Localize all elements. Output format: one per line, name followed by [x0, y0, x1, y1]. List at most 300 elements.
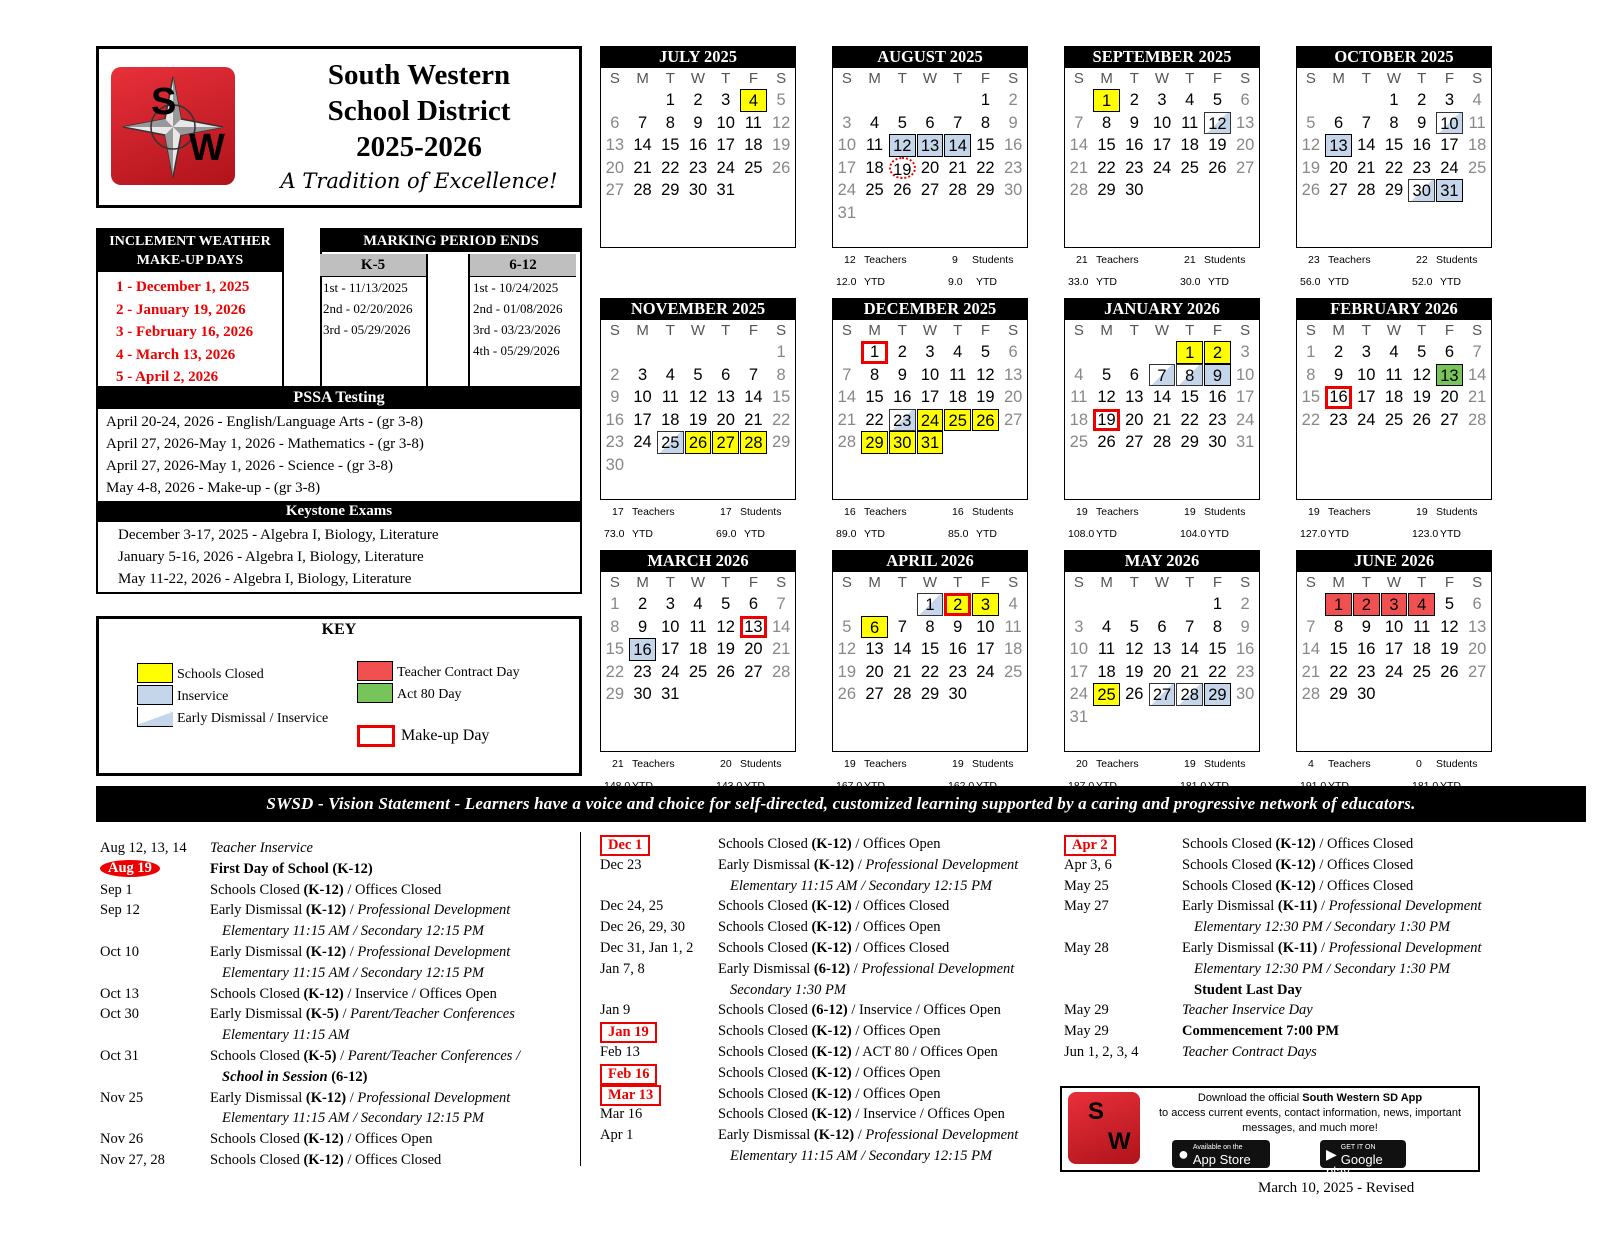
calendar-day: 5: [693, 365, 703, 384]
calendar-day: 9: [693, 113, 703, 132]
calendar-day: 17: [1357, 388, 1376, 406]
calendar-day: 19: [688, 410, 708, 429]
calendar-week: [601, 454, 795, 477]
month-stat: Teachers: [632, 506, 675, 518]
calendar-day: 23: [1412, 158, 1431, 177]
calendar-day: 3: [721, 91, 731, 109]
event-row: [600, 1084, 1050, 1105]
month-stat: 19: [844, 758, 856, 770]
calendar-week: [601, 409, 795, 432]
calendar-day: [1176, 179, 1203, 202]
month-stat: 17: [720, 506, 732, 518]
calendar-day: [1204, 179, 1231, 202]
calendar-day: [1381, 683, 1408, 706]
calendar-day: 30: [633, 685, 652, 703]
weekday-header: [833, 320, 1027, 341]
calendar-week: [1297, 157, 1491, 180]
calendar-day: 2: [944, 593, 971, 616]
calendar-day: 5: [1101, 365, 1112, 384]
calendar-day: [602, 89, 629, 112]
calendar-day: 19: [1301, 158, 1321, 177]
calendar-day: 14: [1467, 365, 1487, 384]
calendar-week: [1065, 431, 1259, 454]
event-row: [600, 917, 1050, 938]
events-column-3: [1064, 834, 1534, 1063]
month-title: AUGUST 2025: [832, 46, 1028, 68]
month-stat: Students: [972, 758, 1014, 770]
calendar-day: 21: [744, 410, 763, 429]
calendar-day: [740, 683, 767, 706]
calendar-day: 11: [689, 617, 707, 636]
calendar-day: [685, 683, 712, 706]
calendar-day: 22: [865, 410, 884, 429]
marking-period-title: MARKING PERIOD ENDS: [322, 230, 580, 252]
app-store-button[interactable]: [1172, 1140, 1270, 1168]
weekday-label: S: [1472, 322, 1483, 339]
calendar-day: 2: [1240, 595, 1250, 613]
weekday-label: T: [953, 70, 963, 87]
weekday-label: F: [1212, 574, 1222, 591]
calendar-day: [657, 454, 684, 477]
calendar-day: 9: [953, 617, 963, 636]
event-description: Early Dismissal (K-12) / Professional Development: [210, 943, 511, 960]
weekday-label: T: [1129, 574, 1139, 591]
calendar-day: 18: [865, 158, 884, 177]
calendar-day: 25: [688, 662, 708, 681]
event-date: Oct 31: [100, 1047, 140, 1064]
calendar-day: 7: [1185, 617, 1195, 636]
calendar-day: 6: [610, 113, 620, 132]
calendar-day: 4: [665, 365, 675, 384]
calendar-day: 28: [633, 181, 652, 199]
pssa-list: [98, 409, 580, 501]
calendar-day: 23: [1208, 410, 1227, 429]
event-row: [100, 838, 570, 859]
event-description: Schools Closed (K-12) / Offices Open: [718, 919, 941, 936]
calendar-day: [944, 89, 971, 112]
calendar-day: 11: [1097, 640, 1116, 658]
calendar-day: 20: [744, 640, 763, 658]
calendar-week: [1065, 593, 1259, 616]
calendar-day: 25: [1003, 662, 1023, 681]
event-row: [600, 959, 1050, 980]
calendar-day: 19: [837, 662, 857, 681]
calendar-day: 9: [1417, 113, 1427, 132]
weekday-label: M: [1100, 322, 1113, 339]
calendar-day: 1: [1176, 341, 1203, 364]
calendar-day: 24: [716, 158, 735, 177]
calendar-day: [1000, 683, 1027, 706]
pssa-item: April 20-24, 2026 - English/Language Arts - (gr 3-8): [106, 414, 424, 430]
calendar-day: [834, 341, 861, 364]
calendar-day: 2: [897, 343, 907, 361]
event-date: Dec 1: [600, 835, 650, 856]
calendar-day: 11: [661, 388, 679, 406]
contract-label: Teacher Contract Day: [397, 665, 520, 680]
calendar-day: 12: [1125, 640, 1144, 658]
month-title: FEBRUARY 2026: [1296, 298, 1492, 320]
event-row: [1064, 834, 1534, 855]
calendar-day: 24: [976, 662, 995, 681]
month-stat: 33.0: [1068, 276, 1089, 288]
weekday-label: W: [922, 574, 938, 591]
calendar-day: 27: [744, 662, 763, 681]
weekday-label: T: [1129, 70, 1139, 87]
event-description: Teacher Inservice: [210, 840, 313, 856]
calendar-day: 18: [688, 640, 708, 658]
calendar-week: [833, 134, 1027, 157]
weekday-label: T: [1185, 574, 1195, 591]
weekday-label: S: [841, 70, 852, 87]
calendar-day: 27: [605, 181, 625, 199]
month-title: MARCH 2026: [600, 550, 796, 572]
event-row: [1064, 1000, 1534, 1021]
calendar-day: 22: [1329, 662, 1348, 681]
calendar-week: [1297, 616, 1491, 639]
month-stat: 52.0: [1412, 276, 1433, 288]
calendar-week: [601, 661, 795, 684]
event-description: Schools Closed (6-12) / Inservice / Offices Open: [718, 1002, 1001, 1019]
calendar-day: 6: [1472, 595, 1482, 613]
calendar-day: 5: [776, 91, 786, 109]
calendar-day: 4: [953, 343, 963, 361]
calendar-day: 31: [661, 685, 680, 703]
calendar-day: 31: [1235, 433, 1255, 451]
calendar-week: [601, 157, 795, 180]
calendar-day: 18: [1412, 640, 1431, 658]
event-row: [600, 1021, 1050, 1042]
month-stat: YTD: [1208, 528, 1229, 540]
calendar-week: [601, 386, 795, 409]
month-calendar: [1296, 46, 1492, 288]
calendar-day: 19: [1093, 409, 1120, 432]
weekday-label: T: [897, 70, 907, 87]
event-date: Jan 9: [600, 1002, 631, 1019]
month-stat: Teachers: [864, 506, 907, 518]
calendar-day: 9: [1008, 113, 1018, 132]
calendar-day: 14: [893, 640, 912, 658]
google-play-small: GET IT ON: [1340, 1144, 1376, 1151]
weekday-label: W: [1386, 70, 1402, 87]
pssa-item: April 27, 2026-May 1, 2026 - Mathematics - (gr 3-8): [106, 436, 424, 452]
calendar-day: [1121, 706, 1148, 729]
app-logo-w: W: [1108, 1128, 1131, 1155]
calendar-day: 6: [721, 365, 731, 384]
month-stat: YTD: [744, 528, 765, 540]
district-logo: [111, 67, 235, 185]
event-date: Nov 27, 28: [100, 1151, 165, 1168]
district-name-line1: South Western: [327, 59, 511, 91]
month-stat: Students: [1436, 254, 1478, 266]
calendar-day: 13: [1436, 364, 1463, 387]
event-date: Mar 16: [600, 1106, 643, 1123]
makeup-day-item: 2 - January 19, 2026: [116, 301, 246, 318]
calendar-day: 13: [1325, 134, 1352, 157]
calendar-day: 23: [1329, 410, 1348, 429]
weekday-label: S: [776, 574, 787, 591]
month-stat: YTD: [1328, 528, 1349, 540]
marking-k5-item: 1st - 11/13/2025: [323, 280, 408, 295]
calendar-day: 12: [1204, 112, 1231, 135]
calendar-week: [1297, 593, 1491, 616]
calendar-day: 9: [1204, 364, 1231, 387]
calendar-day: 27: [1440, 410, 1459, 429]
weekday-label: F: [1444, 574, 1454, 591]
calendar-day: 3: [1074, 617, 1084, 636]
keystone-item: January 5-16, 2026 - Algebra I, Biology, Literature: [118, 549, 424, 565]
month-stat: 19: [1184, 506, 1196, 518]
event-description: Schools Closed (K-12) / Offices Open: [718, 836, 941, 852]
event-date: Apr 1: [600, 1127, 634, 1144]
calendar-day: [1204, 706, 1231, 729]
revision-date: March 10, 2025 - Revised: [1258, 1180, 1415, 1196]
calendar-day: 19: [1412, 388, 1431, 406]
calendar-day: 14: [1152, 388, 1172, 406]
app-name: South Western SD App: [1302, 1092, 1423, 1104]
calendar-day: 20: [716, 410, 735, 429]
event-date: Dec 24, 25: [600, 898, 664, 915]
weekday-header: [1297, 572, 1491, 593]
events-column-1: [100, 838, 570, 1171]
weekday-label: S: [776, 70, 787, 87]
calendar-day: 31: [1069, 707, 1089, 726]
keystone-item: May 11-22, 2026 - Algebra I, Biology, Literature: [118, 571, 412, 587]
weekday-label: S: [841, 322, 852, 339]
month-stat: 4: [1308, 758, 1314, 770]
calendar-day: 6: [1333, 113, 1344, 132]
calendar-week: [1065, 706, 1259, 729]
event-row: [1064, 938, 1534, 959]
calendar-day: 17: [837, 158, 857, 177]
calendar-day: 18: [1069, 410, 1089, 429]
calendar-day: 26: [685, 431, 712, 454]
calendar-day: 14: [633, 136, 652, 154]
calendar-day: 30: [889, 431, 916, 454]
weekday-label: T: [1361, 322, 1371, 339]
weekday-header: [1065, 320, 1259, 341]
calendar-day: 2: [1417, 91, 1427, 109]
weekday-label: F: [1212, 70, 1222, 87]
weekday-label: W: [690, 70, 706, 87]
calendar-day: 7: [897, 617, 907, 636]
event-row: [100, 1046, 570, 1067]
calendar-week: [1297, 112, 1491, 135]
calendar-day: 21: [893, 662, 912, 681]
calendar-day: 24: [1069, 685, 1089, 703]
calendar-day: 30: [1208, 433, 1227, 451]
calendar-day: 6: [1008, 343, 1018, 361]
calendar-day: [1066, 89, 1093, 112]
event-date: Aug 12, 13, 14: [100, 840, 187, 856]
calendar-day: [889, 593, 916, 616]
month-grid: [832, 572, 1028, 752]
calendar-day: 28: [771, 662, 791, 681]
weekday-label: S: [609, 322, 620, 339]
calendar-day: 20: [1235, 136, 1255, 154]
apple-icon: ●: [1178, 1144, 1189, 1164]
calendar-day: 18: [1097, 662, 1116, 681]
event-description: Early Dismissal (K-12) / Professional Development: [210, 902, 511, 919]
calendar-week: [1065, 683, 1259, 706]
weekday-label: M: [1332, 574, 1345, 591]
calendar-day: [1066, 593, 1093, 616]
app-store-label: App Store: [1192, 1152, 1251, 1167]
month-calendar: [1296, 550, 1492, 770]
event-row: [100, 880, 570, 901]
calendar-day: 23: [1357, 662, 1376, 681]
calendar-week: [1065, 661, 1259, 684]
month-stat: YTD: [1096, 276, 1117, 288]
weekday-label: T: [1185, 70, 1195, 87]
calendar-day: 14: [744, 388, 763, 406]
event-description: Schools Closed (K-12) / Offices Closed: [1182, 856, 1414, 873]
calendar-day: 20: [1440, 388, 1459, 406]
event-row: [600, 938, 1050, 959]
event-date: Apr 2: [1064, 835, 1116, 856]
calendar-day: 16: [1412, 136, 1431, 154]
makeup-days-list: [98, 272, 282, 391]
event-description: Schools Closed (K-12) / Offices Closed: [210, 1151, 442, 1168]
event-description: Schools Closed (K-12) / Inservice / Offices Open: [718, 1106, 1005, 1123]
calendar-day: 1: [1306, 343, 1316, 361]
weekday-label: S: [1240, 322, 1251, 339]
calendar-day: 25: [1180, 158, 1199, 177]
weekday-label: S: [1472, 70, 1483, 87]
event-row: [600, 1104, 1050, 1125]
calendar-day: 12: [1097, 388, 1116, 406]
calendar-day: 8: [1212, 617, 1223, 636]
event-date: May 28: [1064, 939, 1109, 956]
calendar-day: 23: [1235, 662, 1255, 681]
month-stat: 21: [612, 758, 624, 770]
calendar-day: [1149, 593, 1176, 616]
calendar-day: 12: [1301, 136, 1321, 154]
calendar-day: 14: [1357, 136, 1376, 154]
weekday-header: [601, 320, 795, 341]
weekday-label: F: [1444, 322, 1454, 339]
event-description: Elementary 11:15 AM / Secondary 12:15 PM: [222, 964, 485, 981]
calendar-day: 22: [920, 662, 940, 681]
keystone-list: [98, 522, 580, 590]
calendar-day: 13: [1003, 365, 1023, 384]
calendar-day: 20: [1003, 388, 1023, 406]
event-row: [100, 859, 570, 880]
weekday-label: S: [1472, 574, 1483, 591]
event-date: Oct 30: [100, 1006, 140, 1023]
calendar-day: [1408, 683, 1435, 706]
weekday-label: S: [776, 322, 787, 339]
weekday-label: T: [897, 574, 907, 591]
calendar-day: 3: [1381, 593, 1408, 616]
calendar-day: [972, 431, 999, 454]
calendar-day: 13: [605, 136, 625, 154]
calendar-day: 27: [1329, 181, 1348, 199]
calendar-day: 27: [920, 181, 940, 199]
event-date: Jun 1, 2, 3, 4: [1064, 1043, 1139, 1060]
calendar-day: [740, 454, 767, 477]
weekday-label: S: [1073, 70, 1084, 87]
calendar-week: [833, 364, 1027, 387]
calendar-day: 16: [1325, 386, 1352, 409]
inclement-title-line1: INCLEMENT WEATHER: [109, 234, 271, 249]
google-play-label: Google play: [1326, 1152, 1383, 1179]
event-date: May 29: [1064, 1023, 1109, 1040]
month-stat: 73.0: [604, 528, 625, 540]
calendar-day: [768, 683, 795, 706]
weekday-label: S: [1008, 322, 1019, 339]
event-description: Schools Closed (K-12) / Offices Closed: [1182, 877, 1414, 894]
calendar-day: 22: [1180, 410, 1199, 429]
calendar-day: 26: [837, 685, 857, 703]
calendar-day: 22: [661, 158, 680, 177]
calendar-week: [1065, 386, 1259, 409]
calendar-day: 30: [948, 685, 967, 703]
calendar-day: 12: [889, 134, 916, 157]
weekday-label: T: [1417, 574, 1427, 591]
calendar-day: 23: [688, 158, 708, 177]
weekday-label: S: [1305, 322, 1316, 339]
calendar-day: 5: [1306, 113, 1316, 132]
weekday-label: W: [922, 322, 938, 339]
month-stat: 19: [1076, 506, 1088, 518]
month-stat: 21: [1184, 254, 1196, 266]
calendar-day: 28: [837, 433, 857, 451]
calendar-day: 30: [1357, 685, 1376, 703]
calendar-day: [602, 341, 629, 364]
google-play-button[interactable]: [1320, 1140, 1406, 1179]
event-date: Feb 13: [600, 1043, 640, 1060]
month-title: APRIL 2026: [832, 550, 1028, 572]
weekday-label: S: [1008, 70, 1019, 87]
calendar-day: 6: [1444, 343, 1455, 361]
calendar-day: 21: [1301, 662, 1321, 681]
event-description: Elementary 12:30 PM / Secondary 1:30 PM: [1194, 919, 1451, 936]
calendar-day: [972, 683, 999, 706]
weekday-label: S: [1305, 574, 1316, 591]
weekday-label: F: [980, 70, 990, 87]
weekday-label: M: [1100, 574, 1113, 591]
calendar-day: 21: [1467, 388, 1487, 406]
closed-label: Schools Closed: [177, 667, 264, 682]
calendar-day: 8: [1176, 364, 1203, 387]
month-stat: YTD: [1328, 276, 1349, 288]
month-stat: 16: [844, 506, 856, 518]
month-stat: 19: [952, 758, 964, 770]
makeup-day-item: 5 - April 2, 2026: [116, 369, 219, 385]
calendar-day: 11: [1070, 388, 1088, 406]
calendar-week: [601, 616, 795, 639]
event-row: [600, 1146, 1050, 1167]
calendar-day: 25: [1412, 662, 1431, 681]
month-stat: YTD: [632, 528, 653, 540]
weekday-label: S: [841, 574, 852, 591]
calendar-day: 1: [917, 593, 944, 616]
calendar-day: [1093, 341, 1120, 364]
calendar-day: 16: [893, 388, 912, 406]
calendar-day: [972, 202, 999, 225]
calendar-day: [1464, 683, 1491, 706]
calendar-day: 15: [661, 136, 680, 154]
calendar-day: 26: [1208, 158, 1227, 177]
calendar-day: [1298, 89, 1325, 112]
calendar-day: 9: [1361, 617, 1371, 636]
event-description: Secondary 1:30 PM: [730, 981, 846, 998]
calendar-day: 9: [1129, 113, 1139, 132]
event-date: Dec 31, Jan 1, 2: [600, 939, 694, 956]
event-description: Elementary 11:15 AM / Secondary 12:15 PM: [730, 1147, 993, 1164]
calendar-day: [740, 341, 767, 364]
month-title: SEPTEMBER 2025: [1064, 46, 1260, 68]
